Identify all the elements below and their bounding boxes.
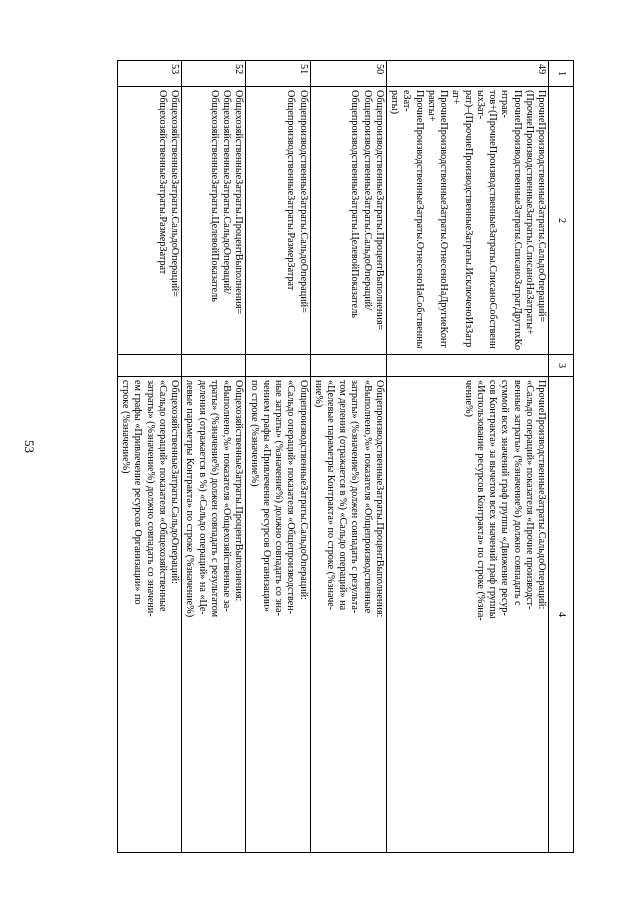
table-header-row [549, 61, 574, 853]
description-line: «Целевые параметры Контракта» по строке (%значе- [325, 380, 337, 611]
description-line: траты» (%значение%) должен совпадать с результатом [208, 380, 220, 618]
description-line: венные затраты» (%значение%) должно совпадать с [511, 380, 523, 606]
formula-cell [182, 87, 246, 355]
formula-line: ОбщепроизводственныеЗатраты.ЦелевойПоказатель [349, 90, 361, 318]
row-number: 49 [386, 61, 548, 87]
table-row [118, 61, 182, 853]
formula-cell [386, 87, 548, 355]
description-line: левые параметры Контракта» по строке (%значение%) [184, 380, 196, 618]
description-line: ем графы «Привлечение ресурсов Организации» по [132, 380, 144, 605]
formula-line: тов+(ПрочиеПроизводственныеЗатраты.СписаноСобственныхЗат- [474, 90, 499, 349]
formula-line: (ПрочиеПроизводственныеЗатраты.СписаноНаЗатраты+ [523, 90, 535, 335]
column-3-cell [386, 355, 548, 377]
description-line: сов Контракта» за вычетом всех значений граф группы [487, 380, 499, 619]
formula-line: ОбщехозяйственныеЗатраты.ЦелевойПоказатель [208, 90, 220, 302]
formula-line: ОбщепроизводственныеЗатраты.СальдоОпераций/ [361, 90, 373, 310]
description-line: строке (%значение%) [120, 380, 132, 474]
description-line: «Сальдо операций» показателя «Общехозяйственные [156, 380, 168, 612]
description-line: чением графы «Привлечение ресурсов Организации» [260, 380, 272, 612]
header-col-3: 3 [549, 355, 574, 377]
column-3-cell [310, 355, 386, 377]
table-row [182, 61, 246, 853]
table-row [246, 61, 310, 853]
row-number: 51 [246, 61, 310, 87]
row-number: 53 [118, 61, 182, 87]
header-col-2: 2 [549, 87, 574, 355]
formula-line: ПрочиеПроизводственныеЗатраты.ОтнесеноНаСобственныеЗат- [401, 90, 425, 349]
formula-cell [118, 87, 182, 355]
formula-line: ПрочиеПроизводственныеЗатраты.СальдоОпераций= [536, 90, 547, 323]
description-line: «Сальдо операций» показателя «Прочие производст- [523, 380, 535, 610]
formula-line: ПрочиеПроизводственныеЗатраты.СписаноЗатратДругихКонтрак- [499, 90, 523, 351]
description-line: по строке (%значение%) [248, 380, 260, 487]
description-cell [386, 377, 548, 853]
row-number: 52 [182, 61, 246, 87]
description-line: «Выполнено,%» показателя «Общепроизводственные [361, 380, 373, 614]
header-col-1: 1 [549, 61, 574, 87]
description-line: чение%) [462, 380, 474, 417]
column-3-cell [246, 355, 310, 377]
row-number: 50 [310, 61, 386, 87]
description-cell [182, 377, 246, 853]
formula-line: ОбщехозяйственныеЗатраты.СальдоОпераций/ [221, 90, 233, 294]
formula-line: ОбщехозяйственныеЗатраты.РазмерЗатрат [156, 90, 168, 275]
formula-line: рат)–(ПрочиеПроизводственныеЗатраты.ИсключеноИзЗатрат+ [450, 90, 474, 348]
column-3-cell [118, 355, 182, 377]
formula-line: ОбщепроизводственныеЗатраты.СальдоОпераций= [297, 90, 309, 313]
description-line: «Использование ресурсов Контракта» по строке (%зна- [474, 380, 486, 621]
formula-line: ОбщепроизводственныеЗатраты.РазмерЗатрат [285, 90, 297, 291]
description-line: затраты» (%значение%) должно совпадать со значени- [144, 380, 156, 617]
description-line: ОбщехозяйственныеЗатраты.СальдоОпераций: [169, 380, 181, 584]
table-row [386, 61, 548, 853]
description-line: ОбщепроизводственныеЗатраты.СальдоОпераций: [297, 380, 309, 600]
description-line: том деления (отражается в %) «Сальдо операций» на [337, 380, 349, 611]
description-cell [246, 377, 310, 853]
page-number: 53 [22, 440, 37, 453]
formula-line: ОбщехозяйственныеЗатраты.ПроцентВыполнения= [233, 90, 245, 315]
description-line: ОбщехозяйственныеЗатраты.ПроцентВыполнения: [233, 380, 245, 602]
formula-line: ОбщепроизводственныеЗатраты.ПроцентВыполнения= [373, 90, 385, 331]
table-row [310, 61, 386, 853]
description-line: «Выполнено,%» показателя «Общехозяйственные за- [221, 380, 233, 612]
formula-line: раты) [389, 90, 401, 115]
formula-line: ОбщехозяйственныеЗатраты.СальдоОпераций= [169, 90, 181, 297]
rotated-table-container [112, 60, 574, 852]
description-line: ПрочиеПроизводственныеЗатраты.СальдоОпераций: [536, 380, 547, 610]
description-line: суммой всех значений граф группы «Движение ресур- [499, 380, 511, 616]
description-line: ние%) [312, 380, 324, 408]
description-line: затраты» (%значение%) должен совпадать с результа- [349, 380, 361, 614]
header-col-4: 4 [549, 377, 574, 853]
description-line: ные затраты» (%значение%) должно совпадать со зна- [273, 380, 285, 616]
description-line: ОбщепроизводственныеЗатраты.ПроцентВыполнения: [373, 380, 385, 618]
description-cell [310, 377, 386, 853]
formula-cell [310, 87, 386, 355]
column-3-cell [182, 355, 246, 377]
description-line: «Сальдо операций» показателя «Общепроизводствен- [285, 380, 297, 615]
validation-rules-table [117, 60, 574, 853]
formula-line: ПрочиеПроизводственныеЗатраты.ОтнесеноНаДругиеКонтракты+ [425, 90, 450, 348]
description-line: деления (отражается в %) «Сальдо операций» на «Це- [196, 380, 208, 615]
description-cell [118, 377, 182, 853]
formula-cell [246, 87, 310, 355]
